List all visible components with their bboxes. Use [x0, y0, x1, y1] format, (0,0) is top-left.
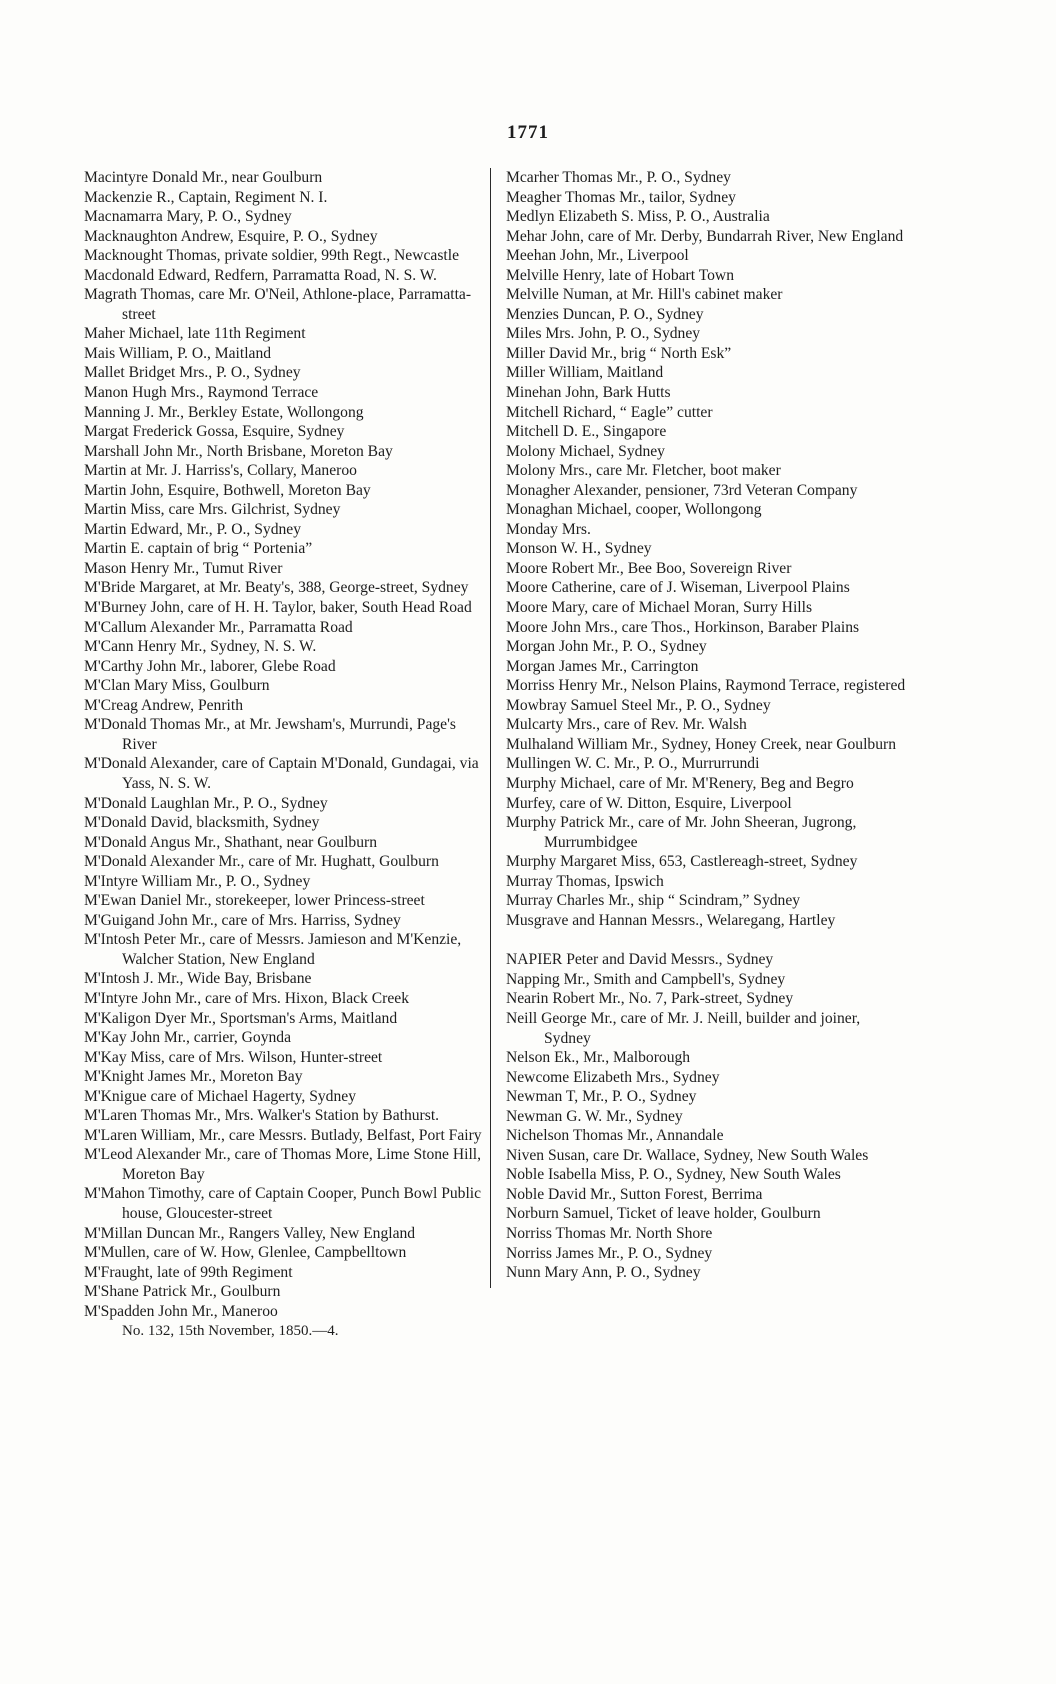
- letter-entry: Murphy Patrick Mr., care of Mr. John Sheeran, Jugrong, Murrumbidgee: [506, 814, 857, 851]
- letter-entry: Morriss Henry Mr., Nelson Plains, Raymond Terrace, registered: [506, 677, 906, 695]
- letter-entry: Mais William, P. O., Maitland: [84, 344, 272, 362]
- letter-entry: Musgrave and Hannan Messrs., Welaregang, Hartley: [506, 911, 836, 929]
- letter-entry: M'Bride Margaret, at Mr. Beaty's, 388, George-street, Sydney: [84, 579, 469, 597]
- left-column: [84, 168, 488, 1342]
- letter-entry: M'Spadden John Mr., Maneroo: [84, 1302, 278, 1320]
- letter-entry: Margat Frederick Gossa, Esquire, Sydney: [84, 423, 345, 441]
- letter-entry: M'Burney John, care of H. H. Taylor, baker, South Head Road: [84, 599, 472, 617]
- column-divider: [490, 168, 491, 1288]
- letter-entry: Nichelson Thomas Mr., Annandale: [506, 1127, 724, 1145]
- letter-entry: Miles Mrs. John, P. O., Sydney: [506, 325, 701, 343]
- letter-entry: Mehar John, care of Mr. Derby, Bundarrah River, New England: [506, 227, 904, 245]
- letter-entry: Norburn Samuel, Ticket of leave holder, Goulburn: [506, 1205, 821, 1223]
- letter-entry: Macknought Thomas, private soldier, 99th Regt., Newcastle: [84, 247, 459, 265]
- letter-entry: Norriss James Mr., P. O., Sydney: [506, 1244, 713, 1262]
- letter-entry: M'Clan Mary Miss, Goulburn: [84, 677, 270, 695]
- letter-entry: Moore Mary, care of Michael Moran, Surry Hills: [506, 599, 813, 617]
- letter-entry: Miller William, Maitland: [506, 364, 664, 382]
- letter-entry: Mowbray Samuel Steel Mr., P. O., Sydney: [506, 696, 771, 714]
- letter-entry: M'Leod Alexander Mr., care of Thomas More, Lime Stone Hill, Moreton Bay: [84, 1146, 482, 1183]
- letter-entry: M'Millan Duncan Mr., Rangers Valley, New England: [84, 1224, 416, 1242]
- letter-entry: M'Mahon Timothy, care of Captain Cooper, Punch Bowl Public house, Gloucester-street: [84, 1185, 482, 1222]
- letter-entry: M'Ewan Daniel Mr., storekeeper, lower Princess-street: [84, 892, 425, 910]
- letter-entry: M'Donald Alexander, care of Captain M'Donald, Gundagai, via Yass, N. S. W.: [84, 755, 479, 792]
- right-column: [506, 168, 910, 1283]
- letter-entry: Monson W. H., Sydney: [506, 540, 652, 558]
- letter-entry: Moore Catherine, care of J. Wiseman, Liverpool Plains: [506, 579, 850, 597]
- letter-entry: Murphy Michael, care of Mr. M'Renery, Beg and Begro: [506, 774, 854, 792]
- letter-entry: M'Kay John Mr., carrier, Goynda: [84, 1029, 292, 1047]
- letter-entry: Niven Susan, care Dr. Wallace, Sydney, New South Wales: [506, 1146, 869, 1164]
- letter-entry: M'Intyre John Mr., care of Mrs. Hixon, Black Creek: [84, 989, 410, 1007]
- letter-entry: Meagher Thomas Mr., tailor, Sydney: [506, 188, 736, 206]
- letter-entry: M'Carthy John Mr., laborer, Glebe Road: [84, 657, 336, 675]
- letter-entry: Melville Numan, at Mr. Hill's cabinet maker: [506, 286, 783, 304]
- letter-entry: Noble David Mr., Sutton Forest, Berrima: [506, 1185, 763, 1203]
- letter-entry: M'Mullen, care of W. How, Glenlee, Campbelltown: [84, 1244, 407, 1262]
- letter-entry: Menzies Duncan, P. O., Sydney: [506, 305, 704, 323]
- letter-entry: Martin E. captain of brig “ Portenia”: [84, 540, 313, 558]
- letter-entry: M'Donald Angus Mr., Shathant, near Goulburn: [84, 833, 377, 851]
- letter-entry: M'Guigand John Mr., care of Mrs. Harriss, Sydney: [84, 911, 401, 929]
- letter-entry: M'Donald Thomas Mr., at Mr. Jewsham's, Murrundi, Page's River: [84, 716, 456, 753]
- letter-entry: Murray Thomas, Ipswich: [506, 872, 664, 890]
- letter-entry: Murray Charles Mr., ship “ Scindram,” Sydney: [506, 892, 801, 910]
- letter-entry: Mitchell Richard, “ Eagle” cutter: [506, 403, 713, 421]
- letter-entry: Monaghan Michael, cooper, Wollongong: [506, 501, 762, 519]
- letter-entry: Molony Michael, Sydney: [506, 442, 665, 460]
- letter-entry: Murphy Margaret Miss, 653, Castlereagh-street, Sydney: [506, 853, 858, 871]
- letter-entry: Monagher Alexander, pensioner, 73rd Veteran Company: [506, 481, 858, 499]
- letter-entry: Macnamarra Mary, P. O., Sydney: [84, 208, 292, 226]
- letter-entry: Norriss Thomas Mr. North Shore: [506, 1224, 713, 1242]
- letter-entry: Moore Robert Mr., Bee Boo, Sovereign River: [506, 559, 792, 577]
- letter-entry: Molony Mrs., care Mr. Fletcher, boot maker: [506, 462, 781, 480]
- letter-entry: Medlyn Elizabeth S. Miss, P. O., Australia: [506, 208, 770, 226]
- letter-entry: Nearin Robert Mr., No. 7, Park-street, Sydney: [506, 990, 794, 1008]
- letter-entry: Nunn Mary Ann, P. O., Sydney: [506, 1264, 701, 1282]
- letter-entry: M'Kaligon Dyer Mr., Sportsman's Arms, Maitland: [84, 1009, 398, 1027]
- letter-entry: Macintyre Donald Mr., near Goulburn: [84, 169, 323, 186]
- letter-entry: Napping Mr., Smith and Campbell's, Sydney: [506, 970, 786, 988]
- letter-entry: Marshall John Mr., North Brisbane, Moreton Bay: [84, 442, 393, 460]
- letter-entry: Melville Henry, late of Hobart Town: [506, 266, 734, 284]
- letter-entry: NAPIER Peter and David Messrs., Sydney: [506, 951, 774, 969]
- letter-entry: Martin Edward, Mr., P. O., Sydney: [84, 520, 302, 538]
- letter-entry: M'Donald Laughlan Mr., P. O., Sydney: [84, 794, 328, 812]
- letter-entry: M'Knigue care of Michael Hagerty, Sydney: [84, 1087, 356, 1105]
- letter-entry: Martin Miss, care Mrs. Gilchrist, Sydney: [84, 501, 341, 519]
- letter-entry: Martin at Mr. J. Harriss's, Collary, Maneroo: [84, 462, 357, 480]
- letter-entry: Mcarher Thomas Mr., P. O., Sydney: [506, 169, 731, 186]
- letter-entry: Noble Isabella Miss, P. O., Sydney, New South Wales: [506, 1166, 841, 1184]
- letter-entry: Mitchell D. E., Singapore: [506, 423, 667, 441]
- letter-entry: M'Kay Miss, care of Mrs. Wilson, Hunter-street: [84, 1048, 383, 1066]
- letter-entry: Moore John Mrs., care Thos., Horkinson, Baraber Plains: [506, 618, 860, 636]
- letter-entry: M'Laren William, Mr., care Messrs. Butlady, Belfast, Port Fairy: [84, 1126, 482, 1144]
- letter-entry: M'Donald Alexander Mr., care of Mr. Hughatt, Goulburn: [84, 853, 439, 871]
- letter-entry: Newcome Elizabeth Mrs., Sydney: [506, 1068, 720, 1086]
- letter-entry: Mackenzie R., Captain, Regiment N. I.: [84, 188, 328, 206]
- letter-entry: Macknaughton Andrew, Esquire, P. O., Sydney: [84, 227, 378, 245]
- letter-entry: Manning J. Mr., Berkley Estate, Wollongong: [84, 403, 364, 421]
- letter-entry: Martin John, Esquire, Bothwell, Moreton Bay: [84, 481, 371, 499]
- letter-entry: Maher Michael, late 11th Regiment: [84, 325, 306, 343]
- letter-entry: Manon Hugh Mrs., Raymond Terrace: [84, 384, 319, 402]
- letter-entry: M'Donald David, blacksmith, Sydney: [84, 814, 320, 832]
- letter-entry: Meehan John, Mr., Liverpool: [506, 247, 689, 265]
- letter-entry: M'Laren Thomas Mr., Mrs. Walker's Station by Bathurst.: [84, 1107, 440, 1125]
- letter-entry: M'Intyre William Mr., P. O., Sydney: [84, 872, 311, 890]
- letter-entry: Macdonald Edward, Redfern, Parramatta Road, N. S. W.: [84, 266, 437, 284]
- letter-entry: Mallet Bridget Mrs., P. O., Sydney: [84, 364, 301, 382]
- letter-entry: Miller David Mr., brig “ North Esk”: [506, 344, 732, 362]
- gazette-footer: No. 132, 15th November, 1850.—4.: [122, 1323, 339, 1340]
- letter-entry: Mulcarty Mrs., care of Rev. Mr. Walsh: [506, 716, 747, 734]
- letter-entry: Magrath Thomas, care Mr. O'Neil, Athlone-place, Parramatta-street: [84, 286, 472, 323]
- letter-entry: Neill George Mr., care of Mr. J. Neill, builder and joiner, Sydney: [506, 1009, 861, 1047]
- letter-entry: M'Creag Andrew, Penrith: [84, 696, 244, 714]
- letter-entry: Murfey, care of W. Ditton, Esquire, Liverpool: [506, 794, 792, 812]
- letter-entry: Morgan James Mr., Carrington: [506, 657, 699, 675]
- letter-entry: Minehan John, Bark Hutts: [506, 384, 671, 402]
- letter-entry: Mason Henry Mr., Tumut River: [84, 559, 283, 577]
- letter-entry: M'Callum Alexander Mr., Parramatta Road: [84, 618, 353, 636]
- letter-entry: M'Intosh Peter Mr., care of Messrs. Jamieson and M'Kenzie, Walcher Station, New England: [84, 931, 462, 968]
- letter-entry: M'Fraught, late of 99th Regiment: [84, 1263, 293, 1281]
- letter-entry: Monday Mrs.: [506, 520, 591, 538]
- letter-entry: Newman G. W. Mr., Sydney: [506, 1107, 683, 1125]
- letter-entry: Morgan John Mr., P. O., Sydney: [506, 638, 707, 656]
- page-number: 1771: [507, 122, 549, 143]
- letter-entry: Nelson Ek., Mr., Malborough: [506, 1049, 691, 1067]
- letter-entry: M'Intosh J. Mr., Wide Bay, Brisbane: [84, 970, 312, 988]
- letter-entry: Mulhaland William Mr., Sydney, Honey Creek, near Goulburn: [506, 735, 897, 753]
- letter-entry: Newman T, Mr., P. O., Sydney: [506, 1088, 697, 1106]
- letter-entry: M'Shane Patrick Mr., Goulburn: [84, 1283, 281, 1301]
- letter-entry: Mullingen W. C. Mr., P. O., Murrurrundi: [506, 755, 760, 773]
- section-gap: [506, 930, 910, 950]
- letter-entry: M'Cann Henry Mr., Sydney, N. S. W.: [84, 638, 317, 656]
- letter-entry: M'Knight James Mr., Moreton Bay: [84, 1068, 303, 1086]
